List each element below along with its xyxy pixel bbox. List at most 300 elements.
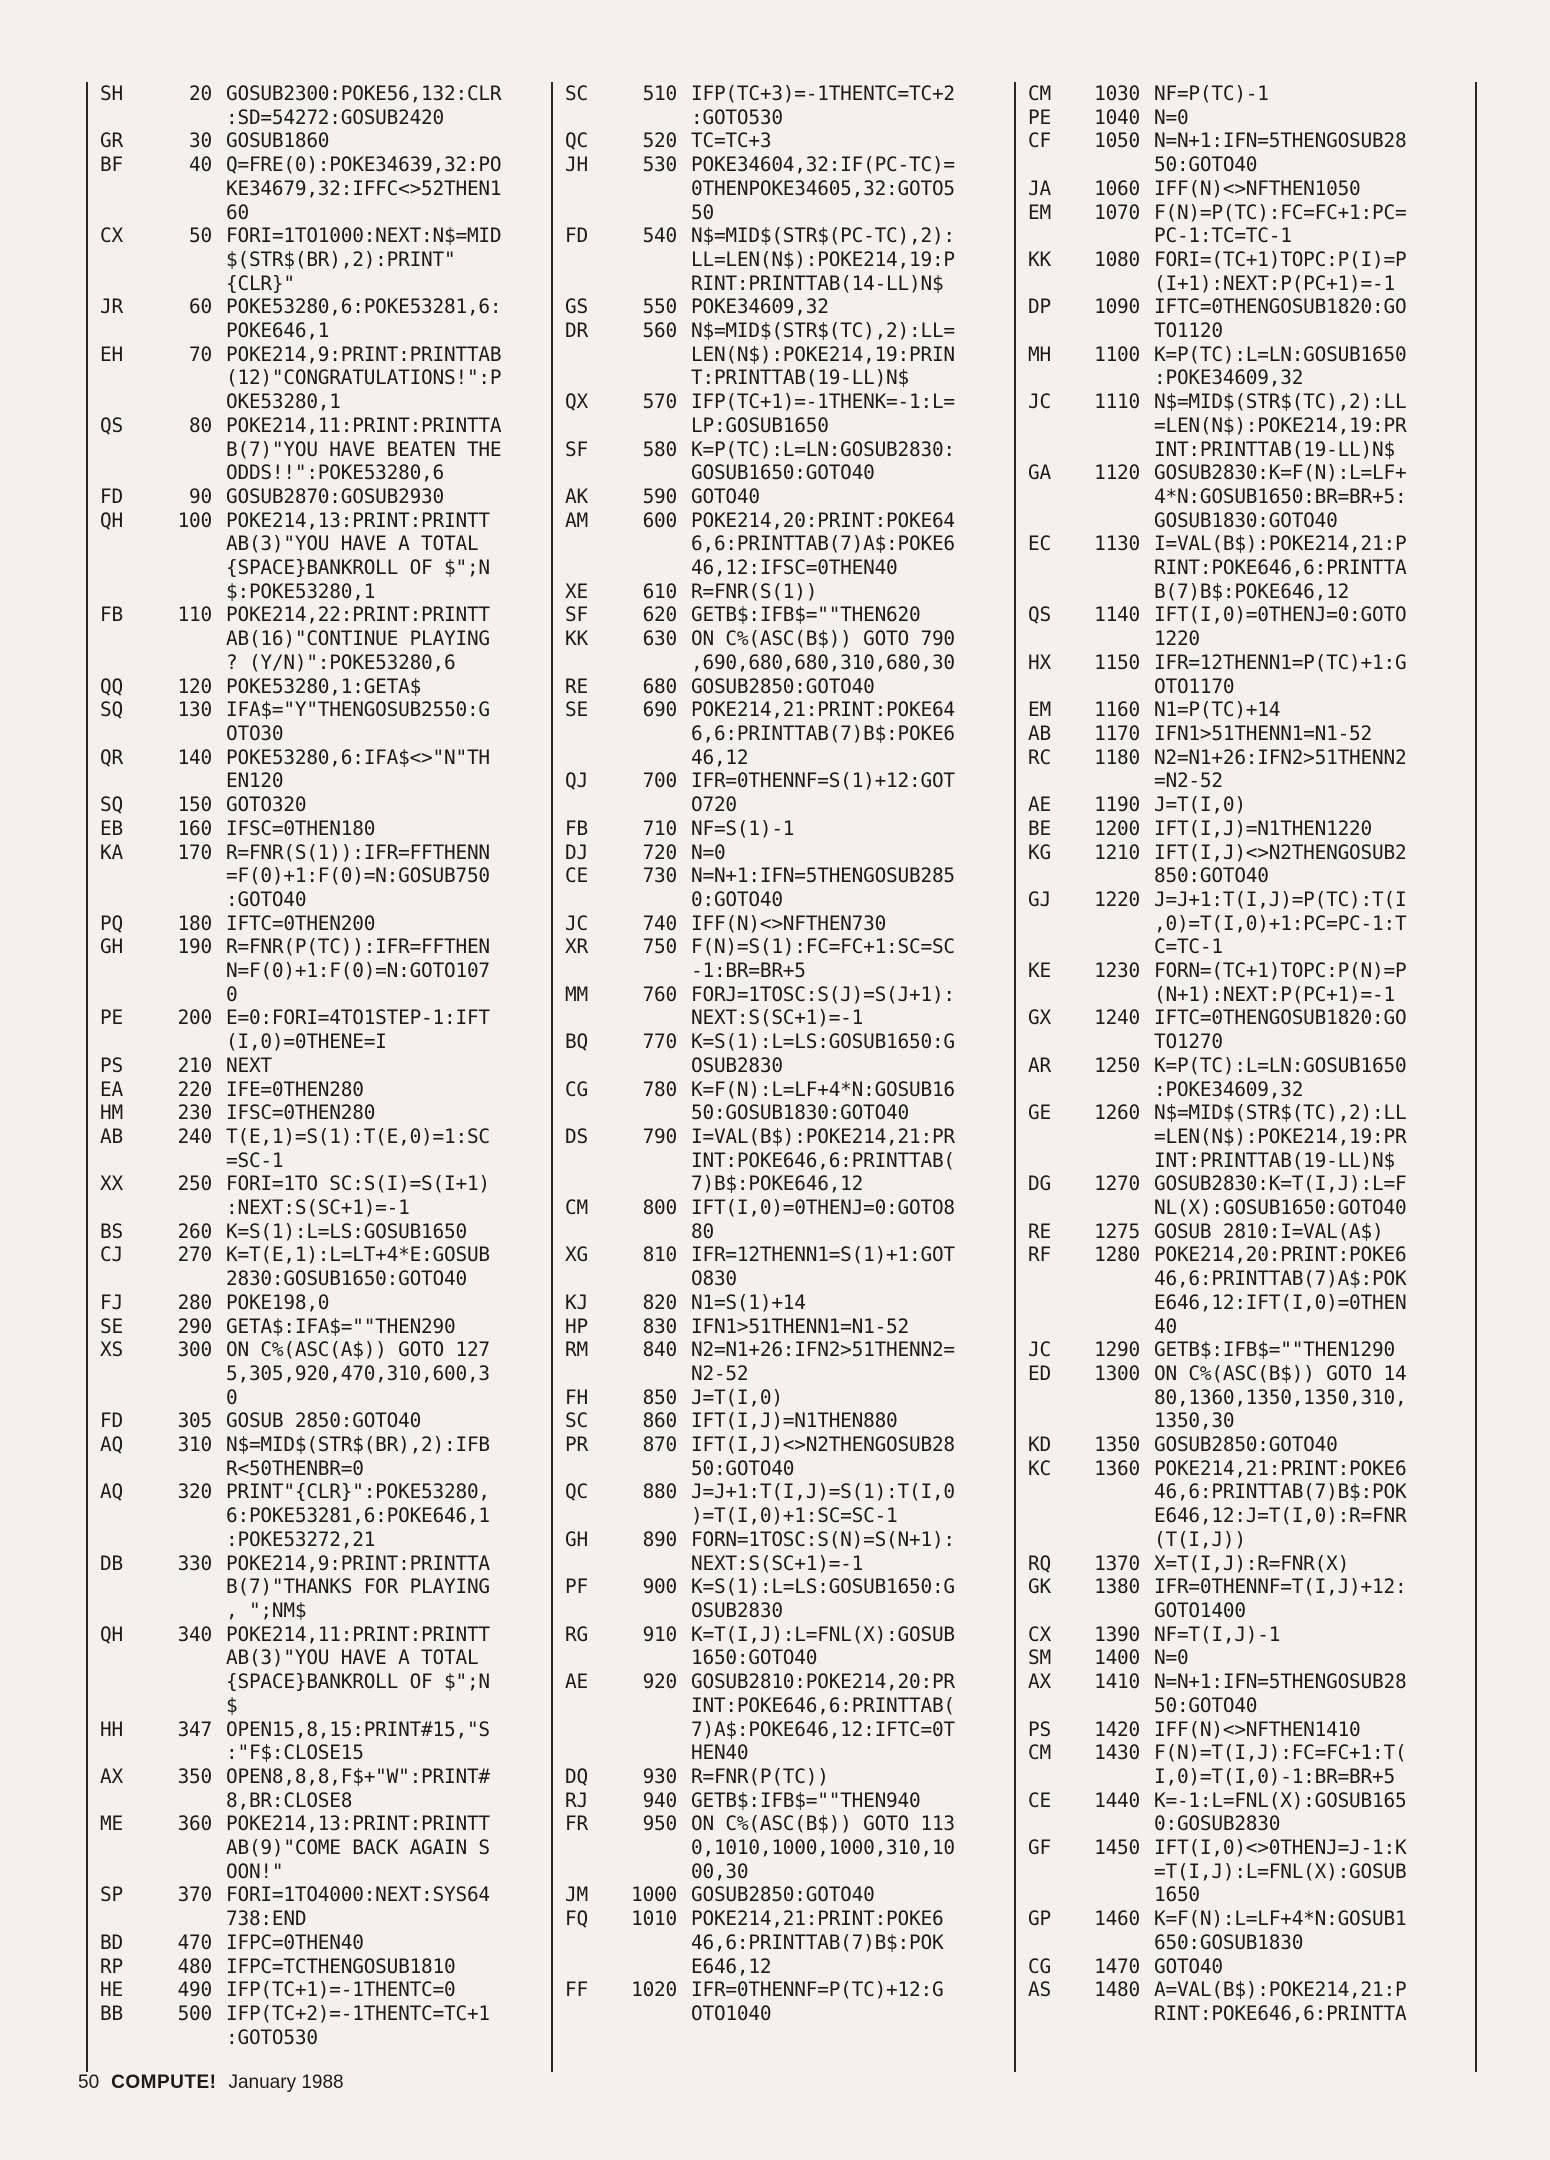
- code-line: [1028, 1172, 1483, 1196]
- checksum-code: GP: [1028, 1907, 1051, 1931]
- code-line: [565, 248, 1020, 272]
- basic-statement: POKE53280,6:IFA$<>"N"TH: [226, 745, 490, 769]
- basic-statement: TC=TC+3: [691, 129, 772, 153]
- page-number: 50: [78, 2072, 100, 2093]
- line-number: 880: [642, 1480, 677, 1504]
- basic-statement: N$=MID$(STR$(BR),2):IFB: [226, 1433, 490, 1457]
- listing-column-1: [100, 82, 555, 2070]
- basic-statement: K=P(TC):L=LN:GOSUB1650: [1154, 342, 1407, 366]
- code-line: [100, 888, 555, 912]
- line-number: 1190: [1094, 793, 1140, 817]
- line-number: 30: [189, 129, 212, 153]
- basic-statement: ON C%(ASC(B$)) GOTO 790: [691, 627, 955, 651]
- code-line: [100, 1125, 555, 1149]
- basic-statement: GOSUB2850:GOTO40: [691, 674, 875, 698]
- line-number: 940: [642, 1788, 677, 1812]
- basic-statement: )=T(I,0)+1:SC=SC-1: [691, 1504, 898, 1528]
- basic-statement: GOSUB 2810:I=VAL(A$): [1154, 1219, 1384, 1243]
- basic-statement: F(N)=P(TC):FC=FC+1:PC=: [1154, 200, 1407, 224]
- line-number: 1120: [1094, 461, 1140, 485]
- line-number: 620: [642, 603, 677, 627]
- code-line: [1028, 651, 1483, 675]
- code-line: [1028, 675, 1483, 699]
- code-line: [565, 1836, 1020, 1860]
- basic-statement: K=-1:L=FNL(X):GOSUB165: [1154, 1788, 1407, 1812]
- code-line: [1028, 603, 1483, 627]
- line-number: 50: [189, 224, 212, 248]
- code-line: [1028, 1860, 1483, 1884]
- code-line: [1028, 769, 1483, 793]
- code-line: [100, 177, 555, 201]
- basic-statement: N$=MID$(STR$(PC-TC),2):: [691, 224, 955, 248]
- line-number: 1210: [1094, 840, 1140, 864]
- code-line: [100, 1030, 555, 1054]
- basic-statement: =SC-1: [226, 1148, 284, 1172]
- basic-statement: INT:PRINTTAB(19-LL)N$: [1154, 437, 1395, 461]
- code-line: [565, 722, 1020, 746]
- basic-statement: IFP(TC+1)=-1THENK=-1:L=: [691, 390, 955, 414]
- line-number: 1230: [1094, 959, 1140, 983]
- line-number: 1290: [1094, 1338, 1140, 1362]
- checksum-code: AB: [1028, 721, 1051, 745]
- basic-statement: J=T(I,0): [1154, 793, 1246, 817]
- line-number: 920: [642, 1670, 677, 1694]
- code-line: [1028, 1409, 1483, 1433]
- code-line: [565, 272, 1020, 296]
- line-number: 1400: [1094, 1646, 1140, 1670]
- checksum-code: GA: [1028, 461, 1051, 485]
- basic-statement: :POKE34609,32: [1154, 366, 1304, 390]
- basic-statement: 46,6:PRINTTAB(7)A$:POK: [1154, 1267, 1407, 1291]
- code-line: [1028, 1670, 1483, 1694]
- line-number: 300: [177, 1338, 212, 1362]
- code-line: [100, 1812, 555, 1836]
- checksum-code: QH: [100, 1622, 123, 1646]
- line-number: 850: [642, 1385, 677, 1409]
- code-line: [565, 1125, 1020, 1149]
- code-line: [1028, 1433, 1483, 1457]
- basic-statement: N=F(0)+1:F(0)=N:GOTO107: [226, 959, 490, 983]
- basic-statement: B(7)"YOU HAVE BEATEN THE: [226, 437, 502, 461]
- line-number: 370: [177, 1883, 212, 1907]
- basic-statement: POKE214,9:PRINT:PRINTTAB: [226, 342, 502, 366]
- basic-statement: GOTO1400: [1154, 1599, 1246, 1622]
- basic-statement: AB(9)"COME BACK AGAIN S: [226, 1836, 490, 1860]
- code-line: [1028, 1315, 1483, 1339]
- code-line: [1028, 1338, 1483, 1362]
- code-line: [100, 1623, 555, 1647]
- code-line: [565, 959, 1020, 983]
- basic-statement: I=VAL(B$):POKE214,21:PR: [691, 1124, 955, 1148]
- line-number: 1180: [1094, 745, 1140, 769]
- checksum-code: GF: [1028, 1836, 1051, 1860]
- code-line: [1028, 532, 1483, 556]
- basic-statement: E646,12:J=T(I,0):R=FNR: [1154, 1504, 1407, 1528]
- code-line: [1028, 1575, 1483, 1599]
- code-line: [1028, 1694, 1483, 1718]
- code-line: [1028, 153, 1483, 177]
- code-line: [1028, 390, 1483, 414]
- code-line: [1028, 912, 1483, 936]
- line-number: 680: [642, 674, 677, 698]
- checksum-code: BE: [1028, 816, 1051, 840]
- line-number: 1200: [1094, 816, 1140, 840]
- line-number: 600: [642, 508, 677, 532]
- code-line: [1028, 722, 1483, 746]
- checksum-code: FD: [100, 484, 123, 508]
- basic-statement: N2-52: [691, 1361, 749, 1385]
- basic-statement: O830: [691, 1267, 737, 1291]
- code-line: [1028, 1054, 1483, 1078]
- line-number: 790: [642, 1124, 677, 1148]
- code-line: [1028, 1812, 1483, 1836]
- basic-statement: NEXT:S(SC+1)=-1: [691, 1006, 864, 1030]
- code-line: [565, 1054, 1020, 1078]
- code-line: [1028, 959, 1483, 983]
- line-number: 1160: [1094, 698, 1140, 722]
- basic-statement: E646,12:IFT(I,0)=0THEN: [1154, 1290, 1407, 1314]
- line-number: 330: [177, 1551, 212, 1575]
- basic-statement: :SD=54272:GOSUB2420: [226, 105, 445, 129]
- checksum-code: PR: [565, 1433, 588, 1457]
- listing-column-2: [565, 82, 1020, 2070]
- checksum-code: EB: [100, 816, 123, 840]
- line-number: 950: [642, 1812, 677, 1836]
- basic-statement: 2830:GOSUB1650:GOTO40: [226, 1267, 467, 1291]
- code-line: [565, 841, 1020, 865]
- line-number: 480: [177, 1954, 212, 1978]
- code-line: [100, 1836, 555, 1860]
- code-line: [100, 1457, 555, 1481]
- code-line: [565, 1575, 1020, 1599]
- code-line: [1028, 817, 1483, 841]
- checksum-code: DG: [1028, 1172, 1051, 1196]
- checksum-code: GX: [1028, 1006, 1051, 1030]
- checksum-code: QC: [565, 1480, 588, 1504]
- basic-statement: GOSUB1650:GOTO40: [691, 461, 875, 485]
- basic-statement: GOSUB2810:POKE214,20:PR: [691, 1670, 955, 1694]
- code-line: [100, 129, 555, 153]
- code-line: [565, 390, 1020, 414]
- basic-statement: K=S(1):L=LS:GOSUB1650:G: [691, 1030, 955, 1054]
- line-number: 1420: [1094, 1717, 1140, 1741]
- basic-statement: POKE214,20:PRINT:POKE6: [1154, 1243, 1407, 1267]
- checksum-code: BB: [100, 2001, 123, 2025]
- code-line: [100, 1552, 555, 1576]
- basic-statement: EN120: [226, 769, 284, 793]
- basic-statement: FORI=1TO1000:NEXT:N$=MID: [226, 224, 502, 248]
- line-number: 740: [642, 911, 677, 935]
- basic-statement: IFT(I,0)=0THENJ=0:GOTO: [1154, 603, 1407, 627]
- code-line: [1028, 1196, 1483, 1220]
- basic-statement: INT:PRINTTAB(19-LL)N$: [1154, 1148, 1395, 1172]
- checksum-code: SQ: [100, 698, 123, 722]
- basic-statement: GETB$:IFB$=""THEN620: [691, 603, 921, 627]
- basic-statement: OTO30: [226, 721, 284, 745]
- line-number: 760: [642, 982, 677, 1006]
- checksum-code: KK: [1028, 247, 1051, 271]
- basic-statement: K=F(N):L=LF+4*N:GOSUB1: [1154, 1907, 1407, 1931]
- line-number: 120: [177, 674, 212, 698]
- code-line: [565, 343, 1020, 367]
- line-number: 270: [177, 1243, 212, 1267]
- basic-statement: IFP(TC+3)=-1THENTC=TC+2: [691, 82, 955, 105]
- checksum-code: RE: [565, 674, 588, 698]
- code-line: [565, 1338, 1020, 1362]
- basic-statement: 7)B$:POKE646,12: [691, 1172, 864, 1196]
- checksum-code: DS: [565, 1124, 588, 1148]
- line-number: 1080: [1094, 247, 1140, 271]
- checksum-code: BF: [100, 153, 123, 177]
- checksum-code: JA: [1028, 176, 1051, 200]
- line-number: 1130: [1094, 532, 1140, 556]
- code-line: [565, 1078, 1020, 1102]
- checksum-code: HM: [100, 1101, 123, 1125]
- basic-statement: (N+1):NEXT:P(PC+1)=-1: [1154, 982, 1395, 1006]
- line-number: 870: [642, 1433, 677, 1457]
- checksum-code: QH: [100, 508, 123, 532]
- basic-statement: POKE214,21:PRINT:POKE64: [691, 698, 955, 722]
- checksum-code: AX: [1028, 1670, 1051, 1694]
- line-number: 110: [177, 603, 212, 627]
- code-line: [1028, 1243, 1483, 1267]
- line-number: 540: [642, 224, 677, 248]
- code-line: [565, 1765, 1020, 1789]
- code-line: [1028, 509, 1483, 533]
- code-line: [1028, 106, 1483, 130]
- basic-statement: NF=P(TC)-1: [1154, 82, 1269, 105]
- checksum-code: GJ: [1028, 887, 1051, 911]
- line-number: 890: [642, 1527, 677, 1551]
- basic-statement: RINT:POKE646,6:PRINTTA: [1154, 556, 1407, 580]
- basic-statement: IFPC=TCTHENGOSUB1810: [226, 1954, 456, 1978]
- basic-statement: GETA$:IFA$=""THEN290: [226, 1314, 456, 1338]
- line-number: 930: [642, 1764, 677, 1788]
- basic-statement: =F(0)+1:F(0)=N:GOSUB750: [226, 864, 490, 888]
- code-line: [1028, 746, 1483, 770]
- code-line: [1028, 1789, 1483, 1813]
- code-line: [565, 793, 1020, 817]
- basic-statement: AB(3)"YOU HAVE A TOTAL: [226, 532, 479, 556]
- line-number: 630: [642, 627, 677, 651]
- basic-statement: N$=MID$(STR$(TC),2):LL: [1154, 1101, 1407, 1125]
- basic-statement: K=F(N):L=LF+4*N:GOSUB16: [691, 1077, 955, 1101]
- basic-statement: N$=MID$(STR$(TC),2):LL: [1154, 390, 1407, 414]
- basic-statement: OSUB2830: [691, 1599, 783, 1622]
- checksum-code: XE: [565, 579, 588, 603]
- basic-statement: 8,BR:CLOSE8: [226, 1788, 353, 1812]
- checksum-code: CE: [1028, 1788, 1051, 1812]
- basic-statement: POKE214,21:PRINT:POKE6: [691, 1907, 944, 1931]
- code-line: [100, 1528, 555, 1552]
- basic-statement: $:POKE53280,1: [226, 579, 376, 603]
- line-number: 690: [642, 698, 677, 722]
- basic-statement: IFN1>51THENN1=N1-52: [691, 1314, 910, 1338]
- code-line: [100, 1386, 555, 1410]
- code-line: [1028, 864, 1483, 888]
- code-line: [100, 1006, 555, 1030]
- checksum-code: FB: [100, 603, 123, 627]
- basic-statement: POKE214,20:PRINT:POKE64: [691, 508, 955, 532]
- code-line: [100, 627, 555, 651]
- checksum-code: RG: [565, 1622, 588, 1646]
- code-line: [565, 675, 1020, 699]
- code-line: [100, 1078, 555, 1102]
- code-line: [565, 1362, 1020, 1386]
- basic-statement: POKE34609,32: [691, 295, 829, 319]
- line-number: 305: [177, 1409, 212, 1433]
- checksum-code: JR: [100, 295, 123, 319]
- line-number: 1070: [1094, 200, 1140, 224]
- code-line: [565, 1955, 1020, 1979]
- code-line: [100, 1315, 555, 1339]
- code-line: [1028, 1741, 1483, 1765]
- basic-statement: R=FNR(P(TC)): [691, 1764, 829, 1788]
- line-number: 350: [177, 1764, 212, 1788]
- checksum-code: CM: [1028, 1741, 1051, 1765]
- code-line: [565, 1030, 1020, 1054]
- checksum-code: SP: [100, 1883, 123, 1907]
- checksum-code: SH: [100, 82, 123, 105]
- line-number: 40: [189, 153, 212, 177]
- checksum-code: KA: [100, 840, 123, 864]
- code-line: [1028, 556, 1483, 580]
- basic-statement: NF=S(1)-1: [691, 816, 795, 840]
- checksum-code: RC: [1028, 745, 1051, 769]
- line-number: 1300: [1094, 1361, 1140, 1385]
- line-number: 750: [642, 935, 677, 959]
- basic-statement: A=VAL(B$):POKE214,21:P: [1154, 1978, 1407, 2002]
- code-line: [100, 1291, 555, 1315]
- code-line: [100, 841, 555, 865]
- checksum-code: DJ: [565, 840, 588, 864]
- basic-statement: OPEN8,8,8,F$+"W":PRINT#: [226, 1764, 490, 1788]
- basic-statement: GOSUB2300:POKE56,132:CLR: [226, 82, 502, 105]
- line-number: 1050: [1094, 129, 1140, 153]
- basic-statement: =N2-52: [1154, 769, 1223, 793]
- basic-statement: IFR=0THENNF=S(1)+12:GOT: [691, 769, 955, 793]
- basic-statement: N=N+1:IFN=5THENGOSUB285: [691, 864, 955, 888]
- code-line: [100, 1646, 555, 1670]
- line-number: 730: [642, 864, 677, 888]
- line-number: 280: [177, 1290, 212, 1314]
- checksum-code: SE: [100, 1314, 123, 1338]
- basic-statement: F(N)=S(1):FC=FC+1:SC=SC: [691, 935, 955, 959]
- checksum-code: DP: [1028, 295, 1051, 319]
- code-line: [100, 1907, 555, 1931]
- code-line: [1028, 1291, 1483, 1315]
- code-line: [565, 1433, 1020, 1457]
- basic-statement: F(N)=T(I,J):FC=FC+1:T(: [1154, 1741, 1407, 1765]
- basic-statement: ,690,680,680,310,680,30: [691, 650, 955, 674]
- code-line: [1028, 1480, 1483, 1504]
- code-line: [100, 1860, 555, 1884]
- basic-statement: PRINT"{CLR}":POKE53280,: [226, 1480, 490, 1504]
- line-number: 1430: [1094, 1741, 1140, 1765]
- line-number: 130: [177, 698, 212, 722]
- basic-statement: =LEN(N$):POKE214,19:PR: [1154, 413, 1407, 437]
- code-line: [565, 1480, 1020, 1504]
- checksum-code: GH: [100, 935, 123, 959]
- line-number: 800: [642, 1196, 677, 1220]
- checksum-code: EM: [1028, 698, 1051, 722]
- line-number: 220: [177, 1077, 212, 1101]
- code-line: [565, 1267, 1020, 1291]
- basic-statement: ? (Y/N)":POKE53280,6: [226, 650, 456, 674]
- basic-statement: 7)A$:POKE646,12:IFTC=0T: [691, 1717, 955, 1741]
- code-line: [100, 532, 555, 556]
- line-number: 780: [642, 1077, 677, 1101]
- code-line: [100, 248, 555, 272]
- code-line: [565, 1291, 1020, 1315]
- code-line: [1028, 461, 1483, 485]
- line-number: 700: [642, 769, 677, 793]
- code-line: [100, 983, 555, 1007]
- basic-statement: 0: [226, 1385, 238, 1409]
- basic-statement: LL=LEN(N$):POKE214,19:P: [691, 247, 955, 271]
- code-line: [1028, 935, 1483, 959]
- basic-statement: E646,12: [691, 1954, 772, 1978]
- code-line: [100, 1409, 555, 1433]
- code-line: [1028, 983, 1483, 1007]
- line-number: 210: [177, 1053, 212, 1077]
- code-line: [565, 1907, 1020, 1931]
- listing-column-3: [1028, 82, 1483, 2070]
- line-number: 1030: [1094, 82, 1140, 105]
- code-line: [565, 1931, 1020, 1955]
- checksum-code: AB: [100, 1124, 123, 1148]
- line-number: 260: [177, 1219, 212, 1243]
- basic-statement: 00,30: [691, 1859, 749, 1883]
- code-line: [100, 1694, 555, 1718]
- basic-statement: , ";NM$: [226, 1599, 307, 1622]
- basic-statement: GOSUB2850:GOTO40: [1154, 1433, 1338, 1457]
- checksum-code: CG: [1028, 1954, 1051, 1978]
- checksum-code: BS: [100, 1219, 123, 1243]
- checksum-code: QS: [1028, 603, 1051, 627]
- code-line: [565, 1694, 1020, 1718]
- checksum-code: PS: [1028, 1717, 1051, 1741]
- code-line: [100, 959, 555, 983]
- checksum-code: SF: [565, 437, 588, 461]
- code-line: [1028, 343, 1483, 367]
- basic-statement: 60: [226, 200, 249, 224]
- code-line: [100, 1338, 555, 1362]
- basic-statement: T(E,1)=S(1):T(E,0)=1:SC: [226, 1124, 490, 1148]
- basic-statement: IFE=0THEN280: [226, 1077, 364, 1101]
- code-line: [1028, 1907, 1483, 1931]
- basic-statement: POKE214,13:PRINT:PRINTT: [226, 1812, 490, 1836]
- line-number: 520: [642, 129, 677, 153]
- basic-statement: =T(I,J):L=FNL(X):GOSUB: [1154, 1859, 1407, 1883]
- code-line: [1028, 1836, 1483, 1860]
- code-line: [1028, 1125, 1483, 1149]
- checksum-code: CF: [1028, 129, 1051, 153]
- basic-statement: B(7)B$:POKE646,12: [1154, 579, 1350, 603]
- code-line: [100, 153, 555, 177]
- line-number: 1040: [1094, 105, 1140, 129]
- checksum-code: MH: [1028, 342, 1051, 366]
- checksum-code: GK: [1028, 1575, 1051, 1599]
- line-number: 1140: [1094, 603, 1140, 627]
- basic-statement: POKE214,9:PRINT:PRINTTA: [226, 1551, 490, 1575]
- code-line: [100, 438, 555, 462]
- basic-statement: GOSUB1830:GOTO40: [1154, 508, 1338, 532]
- basic-statement: $: [226, 1693, 238, 1717]
- code-line: [565, 1196, 1020, 1220]
- basic-statement: 50: [691, 200, 714, 224]
- code-line: [565, 82, 1020, 106]
